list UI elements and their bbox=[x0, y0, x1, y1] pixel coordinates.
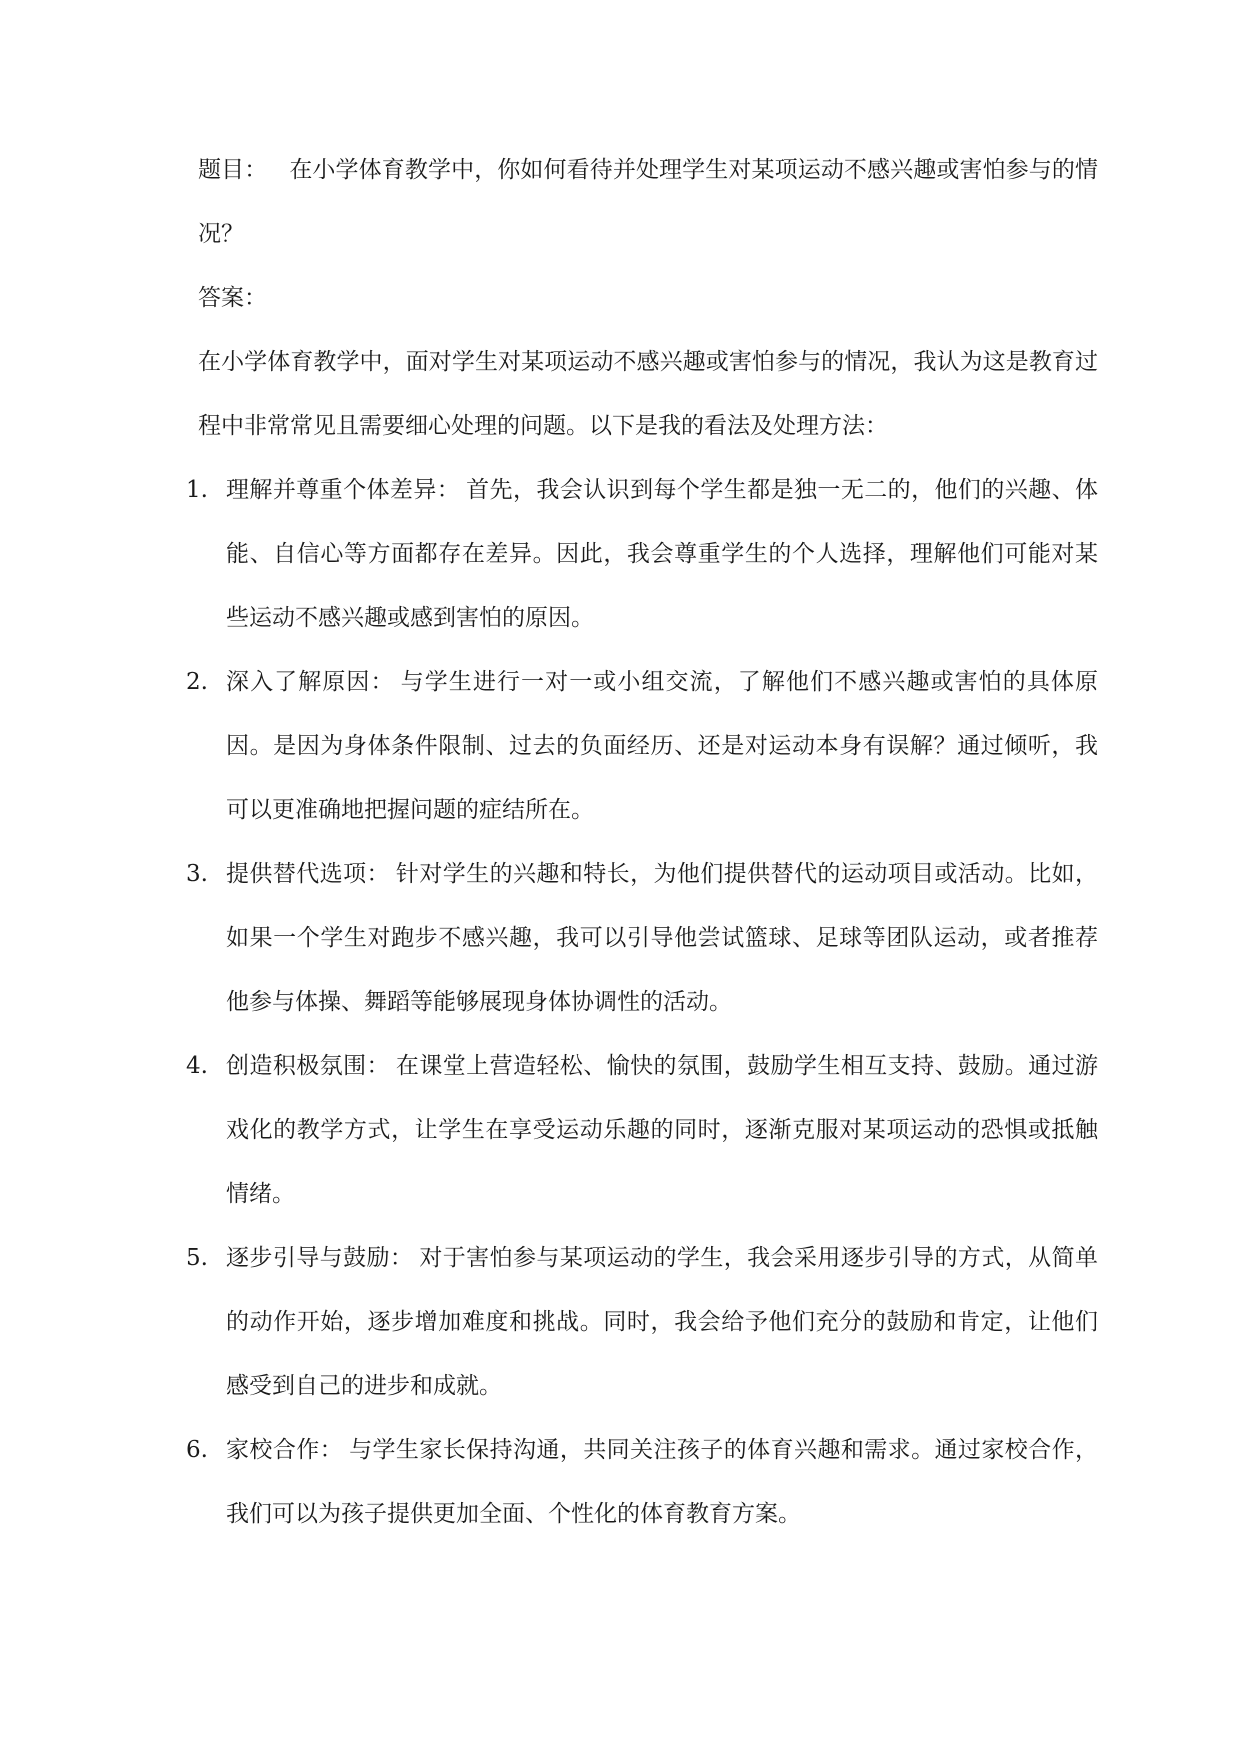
document-body bbox=[186, 138, 1099, 1546]
question-text: 在小学体育教学中，你如何看待并处理学生对某项运动不感兴趣或害怕参与的情况？ bbox=[198, 157, 1099, 247]
method-list bbox=[186, 458, 1099, 1546]
list-item bbox=[186, 842, 1099, 1034]
list-item-number: 6. bbox=[186, 1437, 208, 1463]
list-item bbox=[186, 1034, 1099, 1226]
list-item-number: 5. bbox=[186, 1245, 208, 1271]
list-item-text: 对于害怕参与某项运动的学生，我会采用逐步引导的方式，从简单的动作开始，逐步增加难度和挑战。同时，我会给予他们充分的鼓励和肯定，让他们感受到自己的进步和成就。 bbox=[226, 1245, 1099, 1399]
list-item-title: 提供替代选项： bbox=[226, 861, 390, 887]
list-item-title: 逐步引导与鼓励： bbox=[226, 1245, 414, 1271]
list-item-title: 深入了解原因： bbox=[226, 669, 395, 695]
list-item-title: 家校合作： bbox=[226, 1437, 344, 1463]
list-item-text: 在课堂上营造轻松、愉快的氛围，鼓励学生相互支持、鼓励。通过游戏化的教学方式，让学生在享受运动乐趣的同时，逐渐克服对某项运动的恐惧或抵触情绪。 bbox=[226, 1053, 1099, 1207]
answer-label: 答案： bbox=[198, 285, 267, 311]
list-item-text: 针对学生的兴趣和特长，为他们提供替代的运动项目或活动。比如，如果一个学生对跑步不感兴趣，我可以引导他尝试篮球、足球等团队运动，或者推荐他参与体操、舞蹈等能够展现身体协调性的活动。 bbox=[226, 861, 1099, 1015]
list-item-number: 2. bbox=[186, 669, 208, 695]
list-item-text: 首先，我会认识到每个学生都是独一无二的，他们的兴趣、体能、自信心等方面都存在差异。因此，我会尊重学生的个人选择，理解他们可能对某些运动不感兴趣或感到害怕的原因。 bbox=[226, 477, 1099, 631]
list-item-number: 3. bbox=[186, 861, 208, 887]
intro-paragraph: 在小学体育教学中，面对学生对某项运动不感兴趣或害怕参与的情况，我认为这是教育过程中非常常见且需要细心处理的问题。以下是我的看法及处理方法： bbox=[198, 349, 1098, 439]
list-item bbox=[186, 1226, 1099, 1418]
list-item bbox=[186, 1418, 1099, 1546]
list-item-text: 与学生家长保持沟通，共同关注孩子的体育兴趣和需求。通过家校合作，我们可以为孩子提供更加全面、个性化的体育教育方案。 bbox=[226, 1437, 1099, 1527]
list-item-text: 与学生进行一对一或小组交流，了解他们不感兴趣或害怕的具体原因。是因为身体条件限制、过去的负面经历、还是对运动本身有误解？通过倾听，我可以更准确地把握问题的症结所在。 bbox=[226, 669, 1099, 823]
list-item-title: 理解并尊重个体差异： bbox=[226, 477, 461, 503]
question-paragraph bbox=[198, 138, 1098, 266]
list-item bbox=[186, 458, 1099, 650]
list-item-number: 4. bbox=[186, 1053, 208, 1079]
question-label: 题目： bbox=[198, 157, 268, 183]
list-item-title: 创造积极氛围： bbox=[226, 1053, 390, 1079]
list-item-number: 1. bbox=[186, 477, 208, 503]
list-item bbox=[186, 650, 1099, 842]
